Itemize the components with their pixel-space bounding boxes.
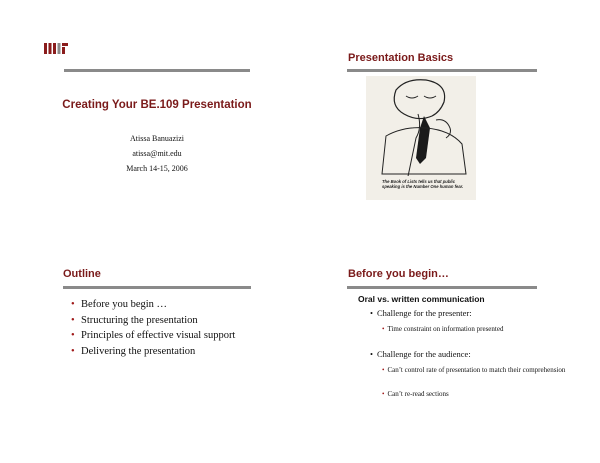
slide3-rule: [63, 286, 251, 289]
bullet-audience: • Challenge for the audience:: [370, 349, 471, 359]
slide4-rule: [347, 286, 537, 289]
slide1-title: Creating Your BE.109 Presentation: [62, 99, 252, 111]
slide1-date: March 14-15, 2006: [126, 164, 188, 173]
slide4-heading: Oral vs. written communication: [358, 294, 485, 304]
slide3-title: Outline: [63, 268, 101, 280]
slide4-title: Before you begin…: [348, 268, 449, 280]
slide1-author: Atissa Banuazizi: [130, 134, 184, 143]
sub-bullet-reread: • Can’t re-read sections: [382, 390, 449, 398]
list-item: • Before you begin …: [71, 299, 168, 310]
mit-logo: [44, 41, 68, 59]
slide1-email: atissa@mit.edu: [132, 149, 182, 158]
bullet-presenter: • Challenge for the presenter:: [370, 308, 472, 318]
list-item: • Structuring the presentation: [71, 314, 198, 326]
slide2-title: Presentation Basics: [348, 52, 454, 64]
outline-list: [71, 297, 235, 359]
slide1-rule: [64, 69, 250, 72]
sub-bullet-time: • Time constraint on information presented: [382, 325, 504, 333]
cartoon-caption: The Book of Lists tells us that public speaking is the Number One human fear.: [382, 179, 464, 189]
cartoon-illustration: [366, 76, 476, 200]
list-item: • Delivering the presentation: [71, 345, 196, 357]
sub-bullet-rate: • Can’t control rate of presentation to match their comprehension: [382, 366, 566, 374]
list-item: • Principles of effective visual support: [71, 330, 236, 341]
slide2-rule: [347, 69, 537, 72]
